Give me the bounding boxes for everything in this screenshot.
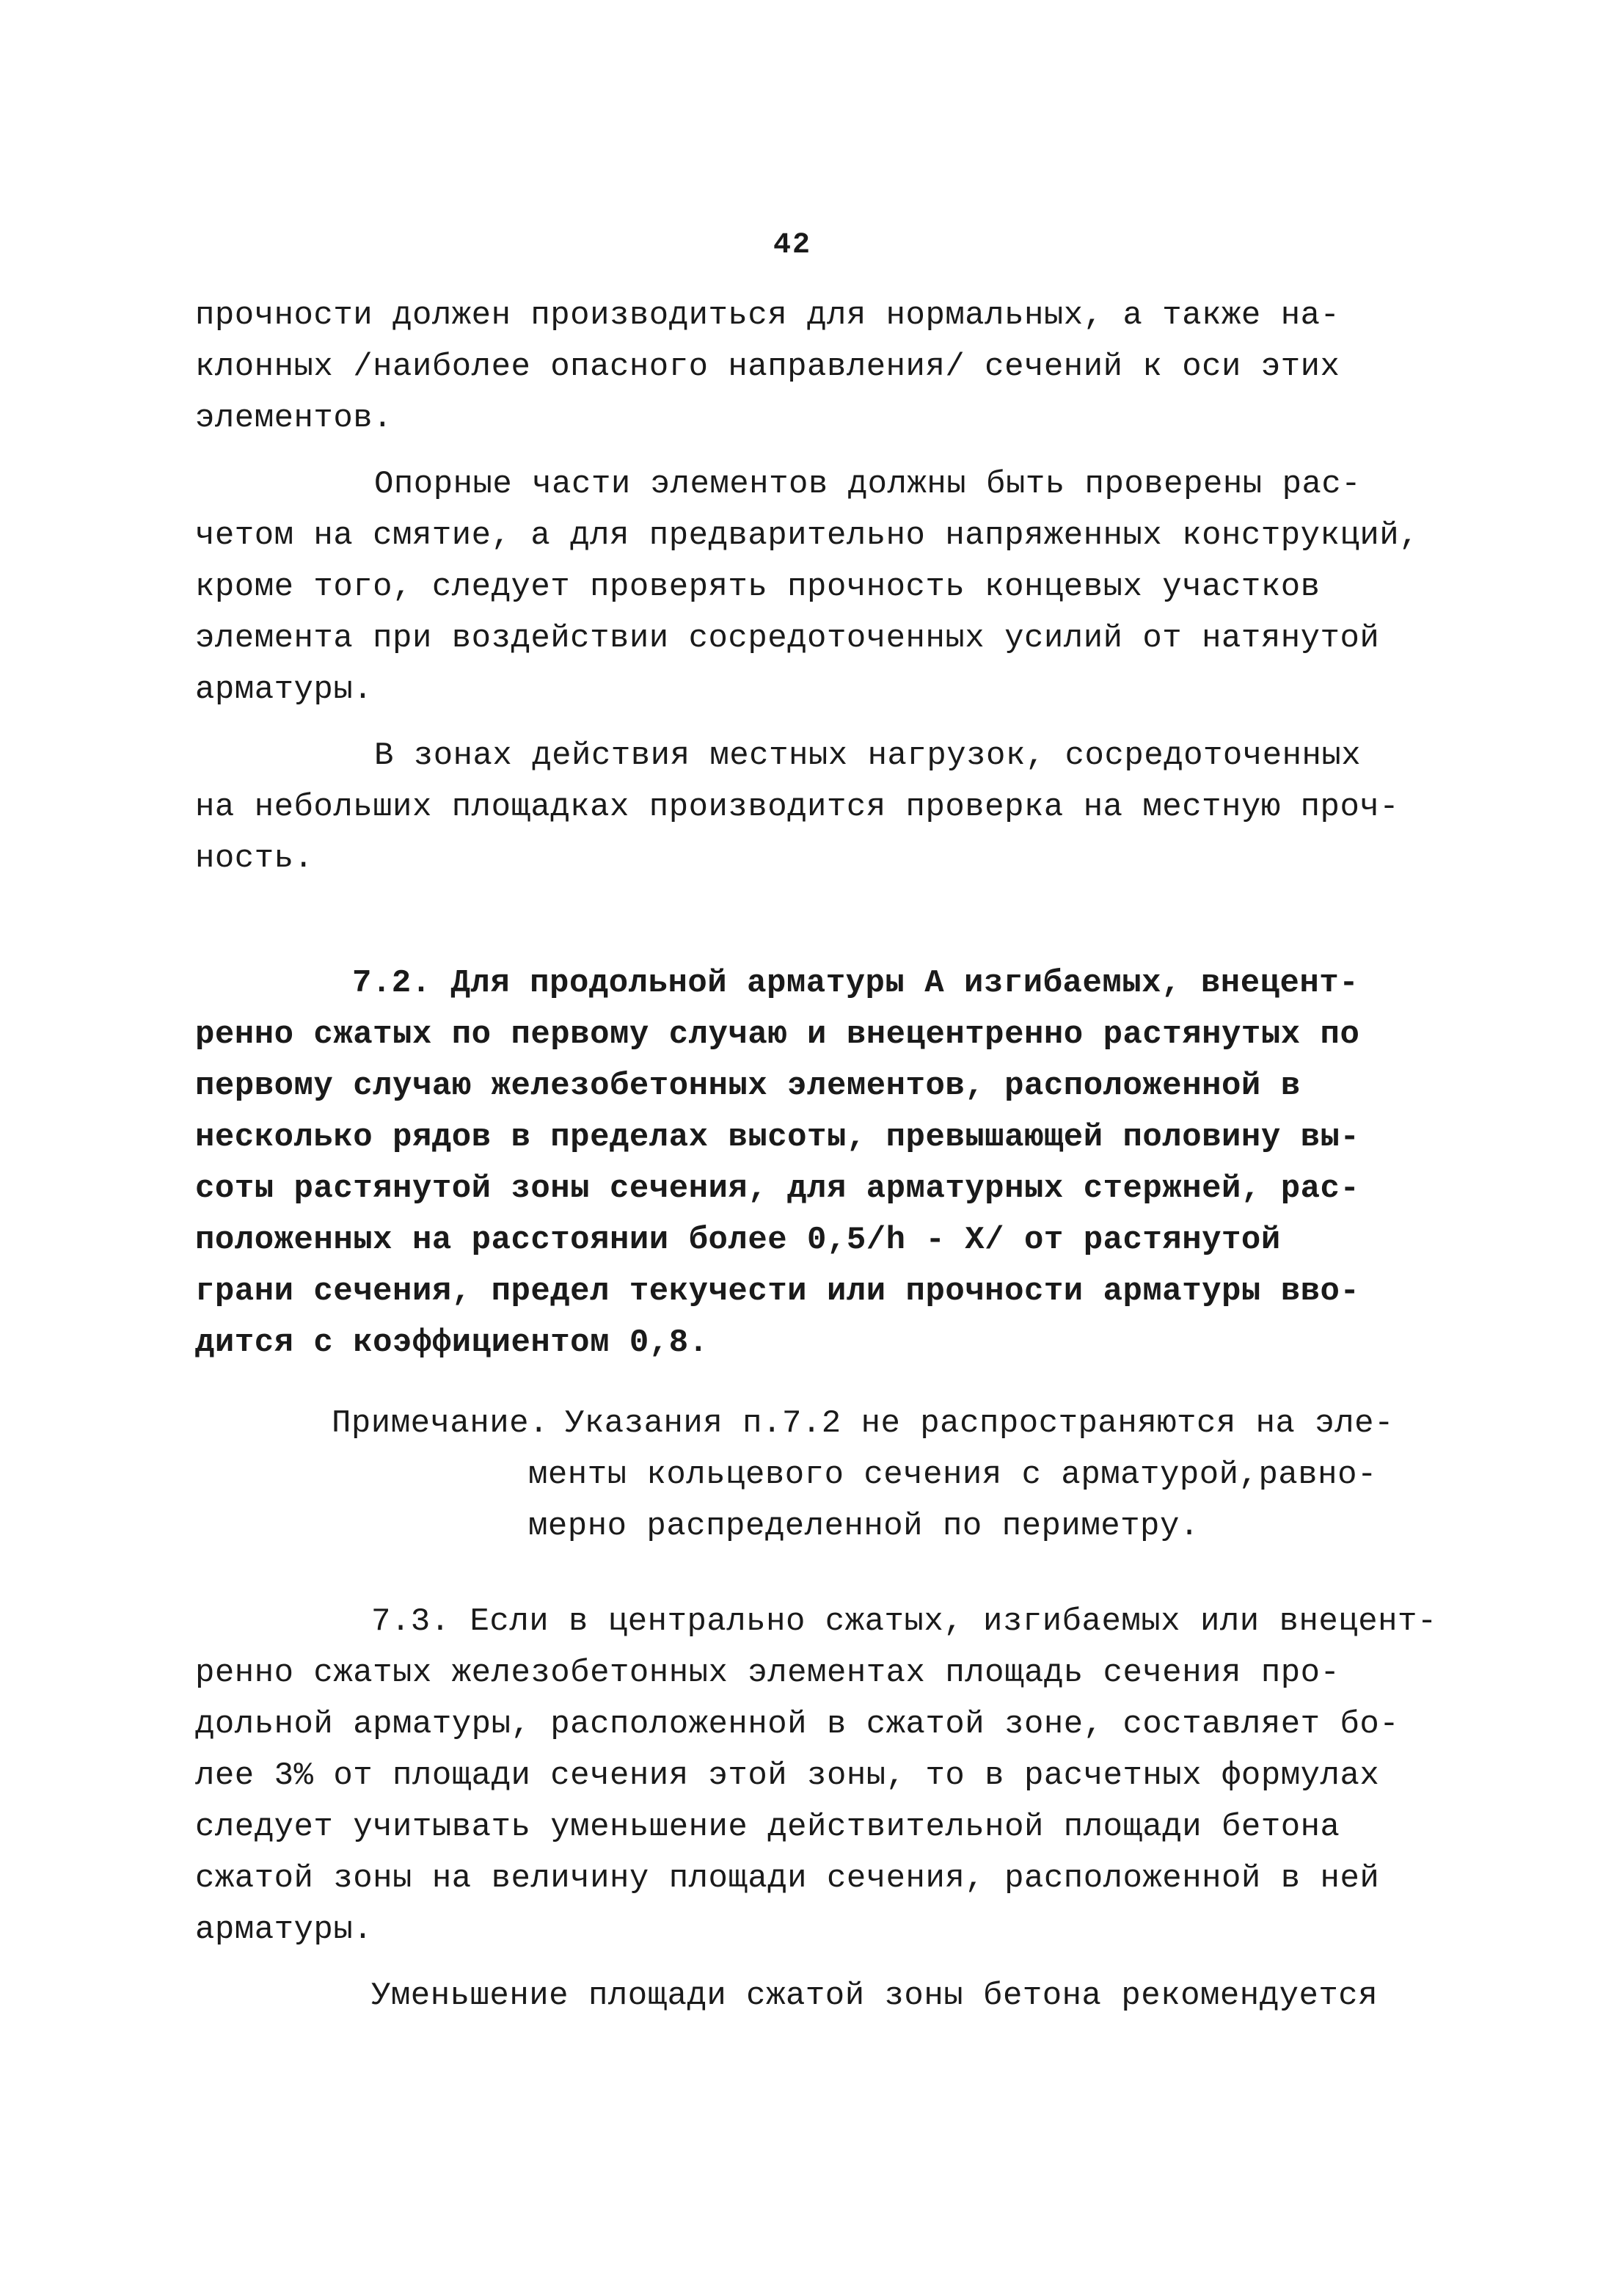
text-line: следует учитывать уменьшение действительной площади бетона — [195, 1809, 1340, 1845]
text-line: лее 3% от площади сечения этой зоны, то в расчетных формулах — [195, 1757, 1380, 1794]
text-line: менты кольцевого сечения с арматурой,равно- — [528, 1457, 1377, 1493]
text-line: элемента при воздействии сосредоточенных усилий от натянутой — [195, 620, 1380, 657]
page-number: 42 — [773, 229, 811, 262]
text-line: мерно распределенной по периметру. — [528, 1508, 1199, 1545]
note-label: Примечание. — [332, 1405, 549, 1442]
text-line: грани сечения, предел текучести или прочности арматуры вво- — [195, 1273, 1360, 1310]
text-line: Опорные части элементов должны быть проверены рас- — [374, 466, 1362, 503]
text-line: ность. — [195, 840, 314, 877]
text-line: на небольших площадках производится проверка на местную проч- — [195, 789, 1400, 826]
text-line: положенных на расстоянии более 0,5/h - X/ от растянутой — [195, 1222, 1281, 1258]
text-line: ренно сжатых железобетонных элементах площадь сечения про- — [195, 1655, 1340, 1691]
text-line: дольной арматуры, расположенной в сжатой зоне, составляет бо- — [195, 1706, 1400, 1743]
text-line: Указания п.7.2 не распространяются на эле- — [565, 1405, 1394, 1442]
text-line: Уменьшение площади сжатой зоны бетона рекомендуется — [371, 1978, 1379, 2014]
text-line: клонных /наиболее опасного направления/ сечений к оси этих — [195, 349, 1340, 385]
text-line: элементов. — [195, 400, 393, 437]
text-line: 7.2. Для продольной арматуры A изгибаемых, внецент- — [352, 965, 1359, 1002]
text-line: ренно сжатых по первому случаю и внецентренно растянутых по — [195, 1016, 1360, 1053]
text-line: первому случаю железобетонных элементов, расположенной в — [195, 1068, 1301, 1104]
text-line: прочности должен производиться для нормальных, а также на- — [195, 297, 1340, 334]
text-line: арматуры. — [195, 1911, 373, 1948]
text-line: несколько рядов в пределах высоты, превышающей половину вы- — [195, 1119, 1360, 1156]
text-line: дится с коэффициентом 0,8. — [195, 1324, 709, 1361]
text-line: 7.3. Если в центрально сжатых, изгибаемых или внецент- — [371, 1603, 1437, 1640]
text-line: сжатой зоны на величину площади сечения, расположенной в ней — [195, 1860, 1380, 1897]
text-line: соты растянутой зоны сечения, для арматурных стержней, рас- — [195, 1170, 1360, 1207]
text-line: арматуры. — [195, 671, 373, 708]
text-line: В зонах действия местных нагрузок, сосредоточенных — [374, 737, 1362, 774]
text-line: четом на смятие, а для предварительно напряженных конструкций, — [195, 517, 1420, 554]
text-line: кроме того, следует проверять прочность концевых участков — [195, 569, 1321, 605]
